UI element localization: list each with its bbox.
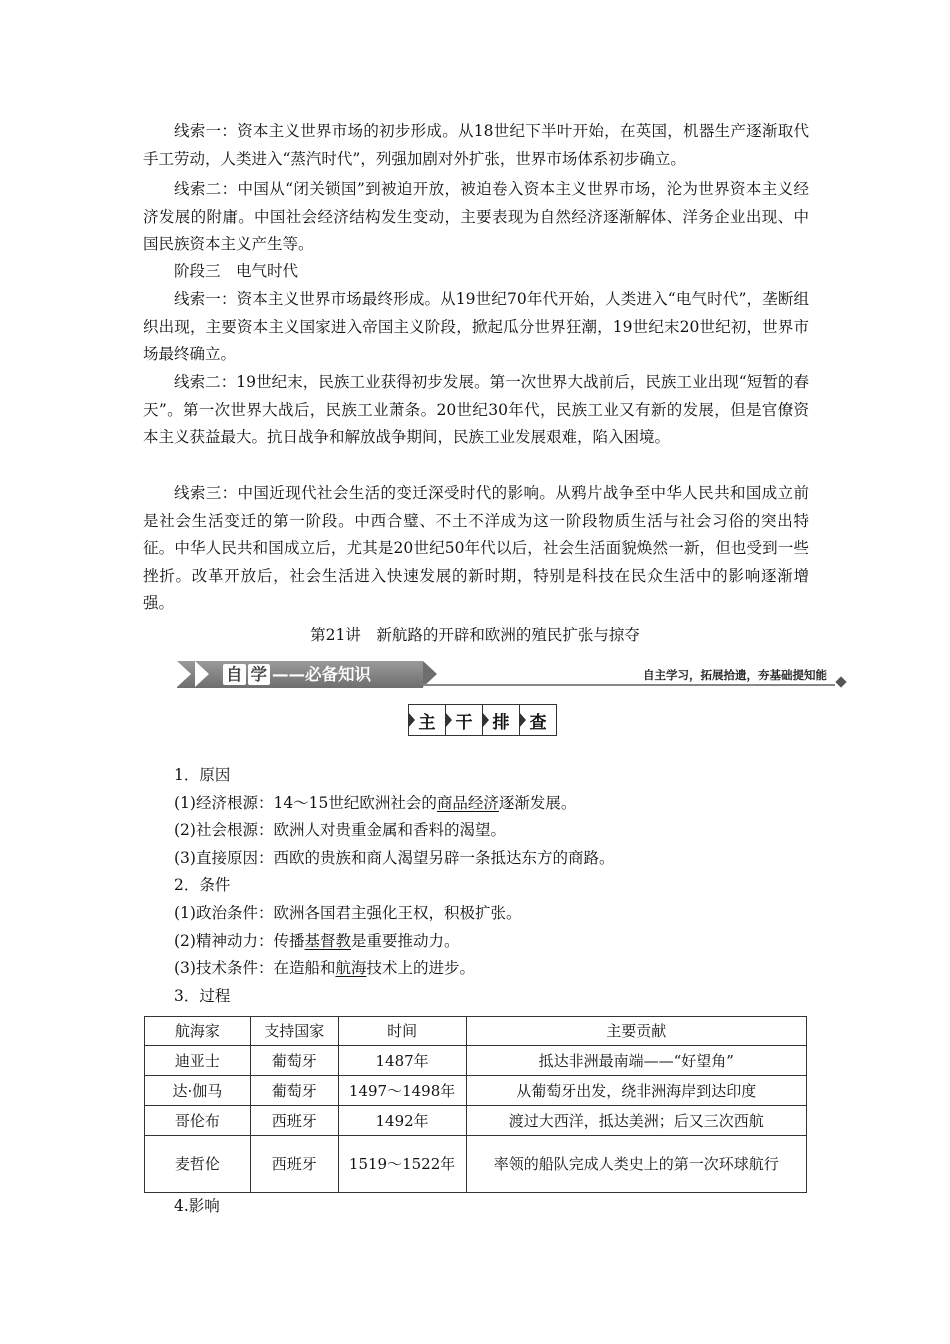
table-header-cell: 时间 [338,1017,466,1046]
table-cell: 哥伦布 [145,1106,251,1136]
paragraph-stage3-clue-3: 线索三：中国近现代社会生活的变迁深受时代的影响。从鸦片战争至中华人民共和国成立前是社会生活变迁的第一阶段。中西合璧、不土不洋成为这一阶段物质生活与社会习俗的突出特征。中华人民共和国成立后，尤其是20世纪50年代以后，社会生活面貌焕然一新，但也受到一些挫折。改革开放后，社会生活进入快速发展的新时期，特别是科技在民众生活中的影响逐渐增强。 [143,484,809,613]
table-cell: 1487年 [338,1046,466,1076]
lesson-title: 第21讲 新航路的开辟和欧洲的殖民扩张与掠夺 [310,626,640,644]
table-cell: 率领的船队完成人类史上的第一次环球航行 [466,1136,806,1193]
section-banner [177,657,845,693]
table-cell: 达·伽马 [145,1076,251,1106]
stage-three-heading: 阶段三 电气时代 [174,262,299,280]
cause-direct: (3)直接原因：西欧的贵族和商人渴望另辟一条抵达东方的商路。 [174,849,615,867]
voyages-table [144,1016,807,1193]
section-tag: 主 [408,704,446,736]
section-tag-group [408,704,557,736]
condition-technical: (3)技术条件：在造船和航海技术上的进步。 [174,959,475,977]
heading-process: 3．过程 [174,987,231,1005]
heading-causes: 1．原因 [174,766,231,784]
table-row [145,1046,807,1076]
table-cell: 迪亚士 [145,1046,251,1076]
paragraph-clue-2: 线索二：中国从“闭关锁国”到被迫开放，被迫卷入资本主义世界市场，沦为世界资本主义经济发展的附庸。中国社会经济结构发生变动，主要表现为自然经济逐渐解体、洋务企业出现、中国民族资本主义产生等。 [143,180,809,254]
table-row [145,1106,807,1136]
table-header-cell: 主要贡献 [466,1017,806,1046]
condition-spiritual: (2)精神动力：传播基督教是重要推动力。 [174,932,460,950]
table-cell: 麦哲伦 [145,1136,251,1193]
paragraph-stage3-clue-1: 线索一：资本主义世界市场最终形成。从19世纪70年代开始，人类进入“电气时代”，垄断组织出现，主要资本主义国家进入帝国主义阶段，掀起瓜分世界狂潮，19世纪末20世纪初，世界市场最终确立。 [143,290,809,364]
section-tag: 干 [446,704,483,736]
table-header-cell: 支持国家 [250,1017,338,1046]
chevron-icon [195,661,209,687]
paragraph-clue-1: 线索一：资本主义世界市场的初步形成。从18世纪下半叶开始，在英国，机器生产逐渐取代手工劳动，人类进入“蒸汽时代”，列强加剧对外扩张，世界市场体系初步确立。 [143,122,809,168]
paragraph-stage3-clue-2: 线索二：19世纪末，民族工业获得初步发展。第一次世界大战前后，民族工业出现“短暂的春天”。第一次世界大战后，民族工业萧条。20世纪30年代，民族工业又有新的发展，但是官僚资本主义获益最大。抗日战争和解放战争期间，民族工业发展艰难，陷入困境。 [143,373,809,447]
table-cell: 1519～1522年 [338,1136,466,1193]
section-tag: 排 [483,704,520,736]
table-cell: 西班牙 [250,1136,338,1193]
table-row [145,1136,807,1193]
heading-conditions: 2．条件 [174,876,231,894]
table-cell: 抵达非洲最南端——“好望角” [466,1046,806,1076]
diamond-icon [835,676,846,687]
table-header-cell: 航海家 [145,1017,251,1046]
table-cell: 1497～1498年 [338,1076,466,1106]
heading-impact: 4.影响 [174,1197,220,1215]
banner-title: 自 学 ——必备知识 [223,662,371,687]
banner-slogan: 自主学习，拓展拾遗，夯基础提知能 [643,668,827,682]
cause-social: (2)社会根源：欧洲人对贵重金属和香料的渴望。 [174,821,506,839]
table-cell: 葡萄牙 [250,1046,338,1076]
table-cell: 西班牙 [250,1106,338,1136]
banner-underline [423,684,835,686]
condition-political: (1)政治条件：欧洲各国君主强化王权，积极扩张。 [174,904,522,922]
table-row [145,1076,807,1106]
cause-economic: (1)经济根源：14～15世纪欧洲社会的商品经济逐渐发展。 [174,794,577,812]
table-cell: 葡萄牙 [250,1076,338,1106]
chevron-icon [177,661,191,687]
table-cell: 从葡萄牙出发，绕非洲海岸到达印度 [466,1076,806,1106]
table-cell: 1492年 [338,1106,466,1136]
table-cell: 渡过大西洋，抵达美洲；后又三次西航 [466,1106,806,1136]
table-header-row [145,1017,807,1046]
section-tag: 查 [520,704,557,736]
